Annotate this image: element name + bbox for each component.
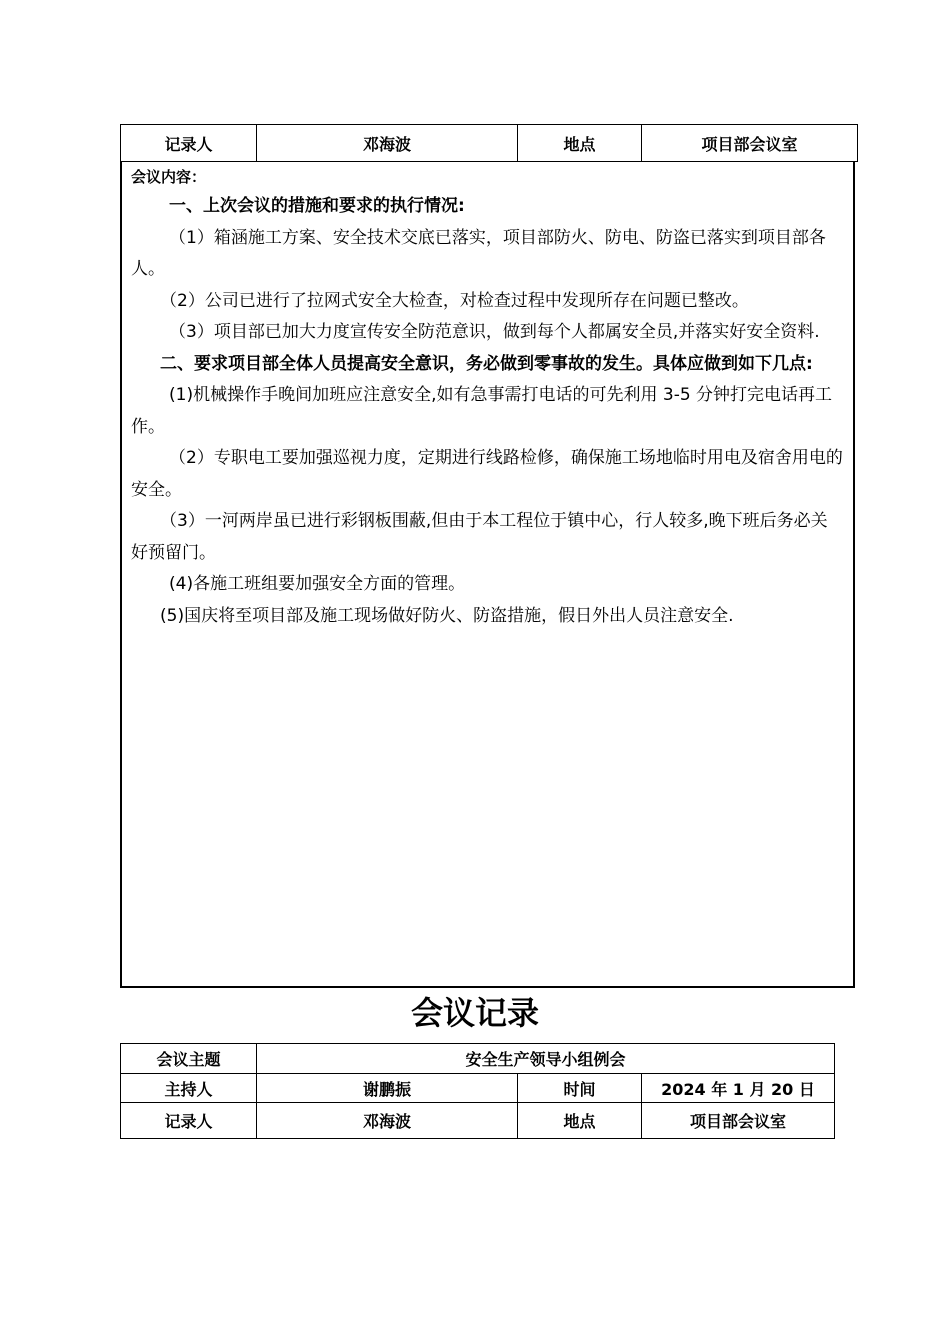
document-title: 会议记录 (410, 994, 539, 1032)
section2-heading: 二、要求项目部全体人员提高安全意识，务必做到零事故的发生。具体应做到如下几点: (160, 353, 813, 374)
content-label: 会议内容： (131, 168, 207, 186)
recorder-value: 邓海波 (257, 125, 518, 162)
section2-item-5: (5)国庆将至项目部及施工现场做好防火、防盗措施，假日外出人员注意安全. (160, 605, 734, 626)
time-value: 2024 年 1 月 20 日 (642, 1074, 835, 1103)
host-value: 谢鹏振 (257, 1074, 518, 1103)
location-value-bottom: 项目部会议室 (642, 1103, 835, 1139)
location-label: 地点 (518, 125, 642, 162)
host-row (121, 1074, 835, 1103)
host-label: 主持人 (121, 1074, 257, 1103)
topic-row (121, 1044, 835, 1074)
location-label-bottom: 地点 (518, 1103, 642, 1139)
location-value: 项目部会议室 (642, 125, 858, 162)
meeting-content-cell (120, 161, 855, 988)
topic-value: 安全生产领导小组例会 (257, 1044, 835, 1074)
recorder-label-bottom: 记录人 (121, 1103, 257, 1139)
section2-item-2: （2）专职电工要加强巡视力度，定期进行线路检修，确保施工场地临时用电及宿舍用电的安全。 (131, 448, 843, 500)
section1-item-1: （1）箱涵施工方案、安全技术交底已落实，项目部防火、防电、防盗已落实到项目部各人。 (131, 227, 826, 279)
time-label: 时间 (518, 1074, 642, 1103)
meeting-info-table (120, 1043, 835, 1139)
section1-item-3: （3）项目部已加大力度宣传安全防范意识，做到每个人都属安全员,并落实好安全资料. (169, 322, 820, 342)
section2-item-1: (1)机械操作手晚间加班应注意安全,如有急事需打电话的可先利用 3-5 分钟打完电话再工作。 (131, 385, 833, 437)
recorder-row-bottom (121, 1103, 835, 1139)
section2-item-4: (4)各施工班组要加强安全方面的管理。 (169, 574, 466, 594)
recorder-label: 记录人 (121, 125, 257, 162)
recorder-row (121, 125, 858, 162)
top-info-table (120, 124, 858, 162)
meeting-content (122, 161, 853, 632)
recorder-value-bottom: 邓海波 (257, 1103, 518, 1139)
section2-item-3: （3）一河两岸虽已进行彩钢板围蔽,但由于本工程位于镇中心，行人较多,晚下班后务必关好预留门。 (131, 511, 828, 563)
topic-label: 会议主题 (121, 1044, 257, 1074)
section1-heading: 一、上次会议的措施和要求的执行情况: (169, 196, 465, 216)
section1-item-2: （2）公司已进行了拉网式安全大检查，对检查过程中发现所存在问题已整改。 (160, 290, 749, 311)
